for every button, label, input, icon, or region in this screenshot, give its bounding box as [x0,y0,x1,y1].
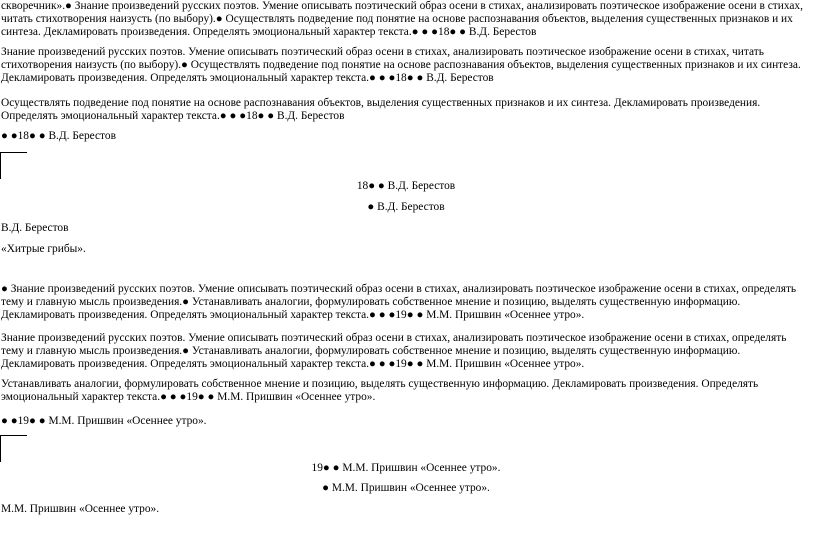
paragraph-12: ● ●19● ● М.М. Пришвин «Осеннее утро». [1,415,207,427]
table-cell-border-2 [0,435,27,462]
paragraph-11: Устанавливать аналогии, формулировать собственное мнение и позицию, выделять существенную информацию. Декламировать произведения. Определять эмоциональный характер текста.● ● ●19● ● М.М. Пришвин «Осеннее утро». [1,378,759,403]
paragraph-5-centered: 18● ● В.Д. Берестов [356,180,456,192]
paragraph-1: скворечник».● Знание произведений русских поэтов. Умение описывать поэтический образ осени в стихах, анализировать поэтическое изображение осени в стихах, читать стихотворения наизусть (по выбору).● Осуществлять подведение под понятие на основе распознавания объектов, выделения существенных признаков и их синтеза. Декламировать произведения. Определять эмоциональный характер текста.● ● ●18● ● В.Д. Берестов [1,0,803,38]
paragraph-4: ● ●18● ● В.Д. Берестов [1,130,116,142]
paragraph-13-centered: 19● ● М.М. Пришвин «Осеннее утро». [311,462,501,474]
table-cell-border [0,152,27,179]
paragraph-7: В.Д. Берестов [1,222,69,234]
paragraph-8-title: «Хитрые грибы». [1,243,86,255]
paragraph-6-centered: ● В.Д. Берестов [367,201,445,213]
paragraph-15: М.М. Пришвин «Осеннее утро». [1,503,160,515]
paragraph-9: ● Знание произведений русских поэтов. Умение описывать поэтический образ осени в стихах, анализировать поэтическое изображение осени в стихах, определять тему и главную мысль произведения.● Устанавливать аналогии, формулировать собственное мнение и позицию, выделять существенную информацию. Декламировать произведения. Определять эмоциональный характер текста.● ● ●19● ● М.М. Пришвин «Осеннее утро». [1,283,797,321]
paragraph-3: Осуществлять подведение под понятие на основе распознавания объектов, выделения существенных признаков и их синтеза. Декламировать произведения. Определять эмоциональный характер текста.● ● ●18● ● В.Д. Берестов [1,97,761,122]
paragraph-2: Знание произведений русских поэтов. Умение описывать поэтический образ осени в стихах, анализировать поэтическое изображение осени в стихах, читать стихотворения наизусть (по выбору).● Осуществлять подведение под понятие на основе распознавания объектов, выделения существенных признаков и их синтеза. Декламировать произведения. Определять эмоциональный характер текста.● ● ●18● ● В.Д. Берестов [1,46,801,84]
paragraph-14-centered: ● М.М. Пришвин «Осеннее утро». [322,482,490,494]
paragraph-10: Знание произведений русских поэтов. Умение описывать поэтический образ осени в стихах, анализировать поэтическое изображение осени в стихах, определять тему и главную мысль произведения.● Устанавливать аналогии, формулировать собственное мнение и позицию, выделять существенную информацию. Декламировать произведения. Определять эмоциональный характер текста.● ● ●19● ● М.М. Пришвин «Осеннее утро». [1,332,787,370]
